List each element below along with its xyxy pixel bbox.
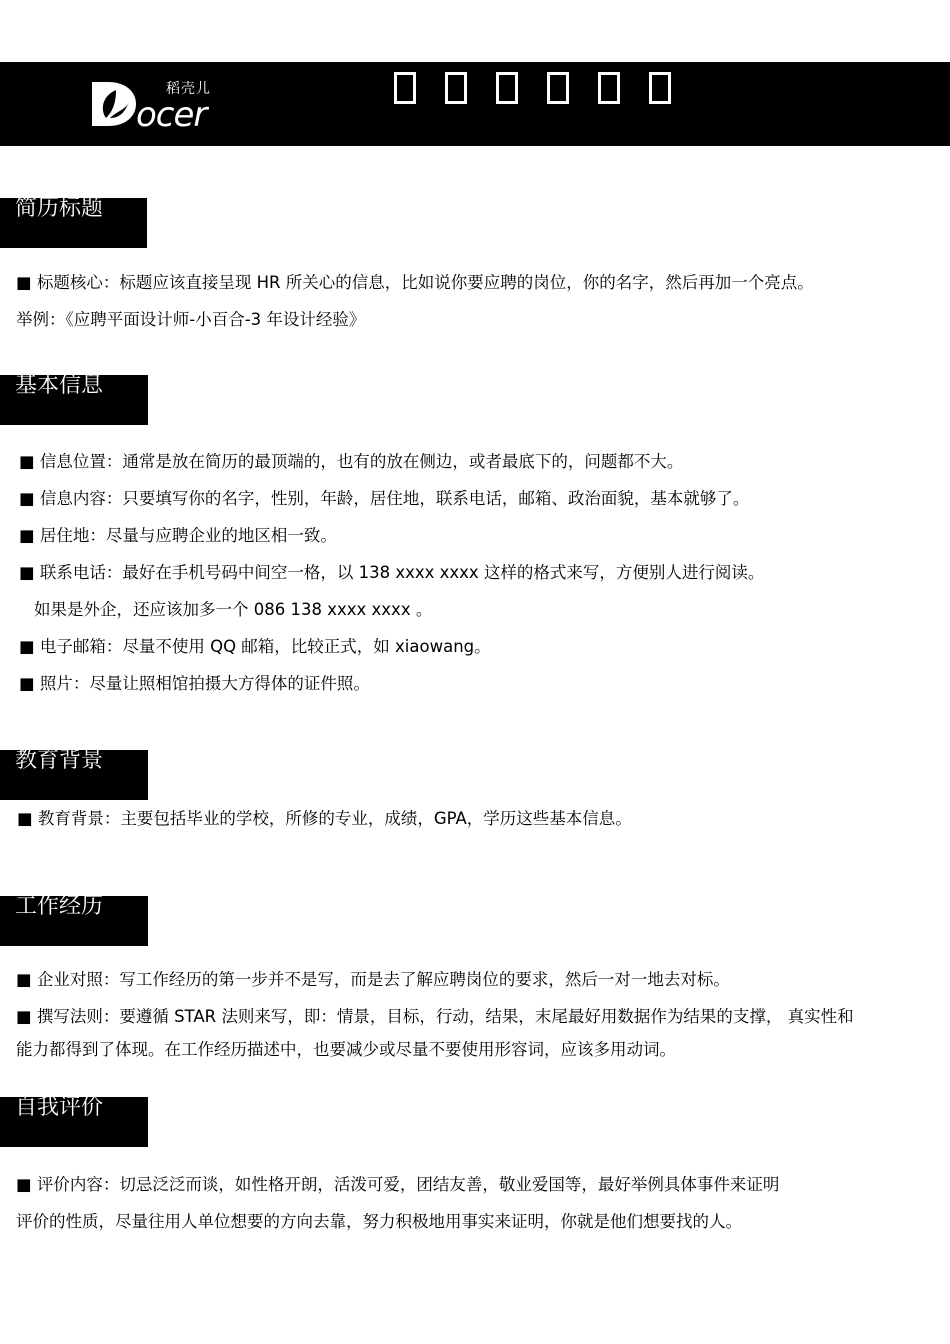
section-title-text: 工作经历 [15,894,104,919]
placeholder-glyph [445,72,467,104]
placeholder-glyph [649,72,671,104]
section-title-text: 教育背景 [15,748,104,773]
content-line: ■ 电子邮箱：尽量不使用 QQ 邮箱，比较正式，如 xiaowang。 [19,637,491,656]
content-line: ■ 照片：尽量让照相馆拍摄大方得体的证件照。 [19,674,370,693]
docer-logo [90,74,230,134]
content-line: ■ 教育背景：主要包括毕业的学校，所修的专业，成绩，GPA，学历这些基本信息。 [17,809,632,828]
section-title-text: 基本信息 [15,373,104,398]
placeholder-glyph [547,72,569,104]
content-line: ■ 信息内容：只要填写你的名字，性别，年龄，居住地，联系电话，邮箱、政治面貌，基本就够了。 [19,489,750,508]
section-title-basic-info [0,375,148,425]
content-line: ■ 标题核心：标题应该直接呈现 HR 所关心的信息，比如说你要应聘的岗位，你的名字，然后再加一个亮点。 [16,273,814,292]
section-title-self-evaluation [0,1097,148,1147]
section-title-work-experience [0,896,148,946]
content-line: ■ 居住地：尽量与应聘企业的地区相一致。 [19,526,337,545]
content-line: ■ 信息位置：通常是放在简历的最顶端的，也有的放在侧边，或者最底下的，问题都不大。 [19,452,684,471]
content-line: 如果是外企，还应该加多一个 086 138 xxxx xxxx 。 [34,600,433,619]
content-line: ■ 评价内容：切忌泛泛而谈，如性格开朗，活泼可爱，团结友善，敬业爱国等，最好举例具体事件来证明 [16,1175,780,1194]
content-line: 评价的性质，尽量往用人单位想要的方向去靠，努力积极地用事实来证明，你就是他们想要找的人。 [16,1212,742,1231]
section-title-resume-title [0,198,147,248]
content-line: 能力都得到了体现。在工作经历描述中，也要减少或尽量不要使用形容词，应该多用动词。 [16,1040,676,1059]
header-banner [0,62,950,146]
placeholder-glyph [496,72,518,104]
content-line: ■ 撰写法则：要遵循 STAR 法则来写，即：情景，目标，行动，结果，末尾最好用数据作为结果的支撑， 真实性和 [16,1007,854,1026]
svg-text:ocer: ocer [136,95,207,134]
section-title-text: 自我评价 [15,1095,104,1120]
section-title-text: 简历标题 [15,196,104,221]
placeholder-glyph [598,72,620,104]
placeholder-glyph [394,72,416,104]
logo-chinese-text: 稻壳儿 [166,81,211,97]
section-title-education [0,750,148,800]
content-line: 举例：《应聘平面设计师-小百合-3 年设计经验》 [16,310,366,329]
content-line: ■ 企业对照：写工作经历的第一步并不是写，而是去了解应聘岗位的要求，然后一对一地去对标。 [16,970,730,989]
content-line: ■ 联系电话：最好在手机号码中间空一格，以 138 xxxx xxxx 这样的格式来写，方便别人进行阅读。 [19,563,765,582]
